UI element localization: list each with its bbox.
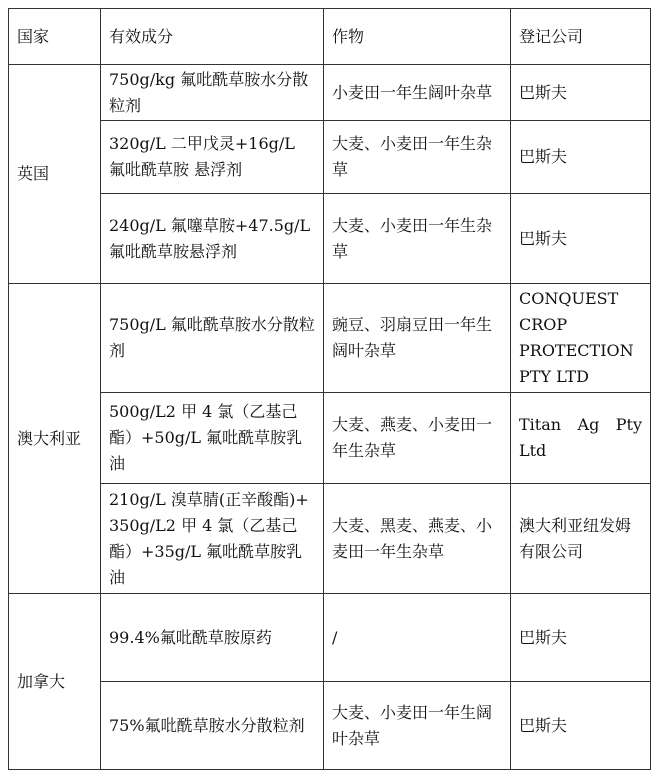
- ingredient-cell: 500g/L2 甲 4 氯（乙基己酯）+50g/L 氟吡酰草胺乳油: [101, 393, 324, 484]
- table-row: [9, 682, 651, 770]
- company-cell: 巴斯夫: [511, 594, 651, 682]
- ingredient-cell: 210g/L 溴草腈(正辛酸酯)+350g/L2 甲 4 氯（乙基己酯）+35g/L 氟吡酰草胺乳油: [101, 484, 324, 594]
- crop-cell: 大麦、黑麦、燕麦、小麦田一年生杂草: [324, 484, 511, 594]
- header-crop: 作物: [324, 9, 511, 65]
- registration-table: [8, 8, 651, 770]
- header-company: 登记公司: [511, 9, 651, 65]
- ingredient-cell: 750g/L 氟吡酰草胺水分散粒剂: [101, 284, 324, 393]
- table-row: [9, 594, 651, 682]
- ingredient-cell: 75%氟吡酰草胺水分散粒剂: [101, 682, 324, 770]
- ingredient-cell: 750g/kg 氟吡酰草胺水分散粒剂: [101, 65, 324, 121]
- crop-cell: 大麦、小麦田一年生阔叶杂草: [324, 682, 511, 770]
- header-row: [9, 9, 651, 65]
- ingredient-cell: 99.4%氟吡酰草胺原药: [101, 594, 324, 682]
- crop-cell: 大麦、小麦田一年生杂草: [324, 194, 511, 284]
- table-row: [9, 65, 651, 121]
- crop-cell: 大麦、小麦田一年生杂草: [324, 121, 511, 194]
- company-cell: 澳大利亚纽发姆有限公司: [511, 484, 651, 594]
- table-row: [9, 194, 651, 284]
- crop-cell: /: [324, 594, 511, 682]
- table-row: [9, 393, 651, 484]
- table-row: [9, 284, 651, 393]
- company-cell: CONQUEST CROP PROTECTION PTY LTD: [511, 284, 651, 393]
- crop-cell: 小麦田一年生阔叶杂草: [324, 65, 511, 121]
- ingredient-cell: 320g/L 二甲戊灵+16g/L 氟吡酰草胺 悬浮剂: [101, 121, 324, 194]
- header-country: 国家: [9, 9, 101, 65]
- ingredient-cell: 240g/L 氟噻草胺+47.5g/L 氟吡酰草胺悬浮剂: [101, 194, 324, 284]
- company-cell: Titan Ag Pty Ltd: [511, 393, 651, 484]
- company-cell: 巴斯夫: [511, 682, 651, 770]
- country-cell: 加拿大: [9, 594, 101, 770]
- company-cell: 巴斯夫: [511, 121, 651, 194]
- table-row: [9, 484, 651, 594]
- company-cell: 巴斯夫: [511, 65, 651, 121]
- crop-cell: 大麦、燕麦、小麦田一年生杂草: [324, 393, 511, 484]
- header-ingredient: 有效成分: [101, 9, 324, 65]
- crop-cell: 豌豆、羽扇豆田一年生阔叶杂草: [324, 284, 511, 393]
- company-cell: 巴斯夫: [511, 194, 651, 284]
- country-cell: 英国: [9, 65, 101, 284]
- country-cell: 澳大利亚: [9, 284, 101, 594]
- table-row: [9, 121, 651, 194]
